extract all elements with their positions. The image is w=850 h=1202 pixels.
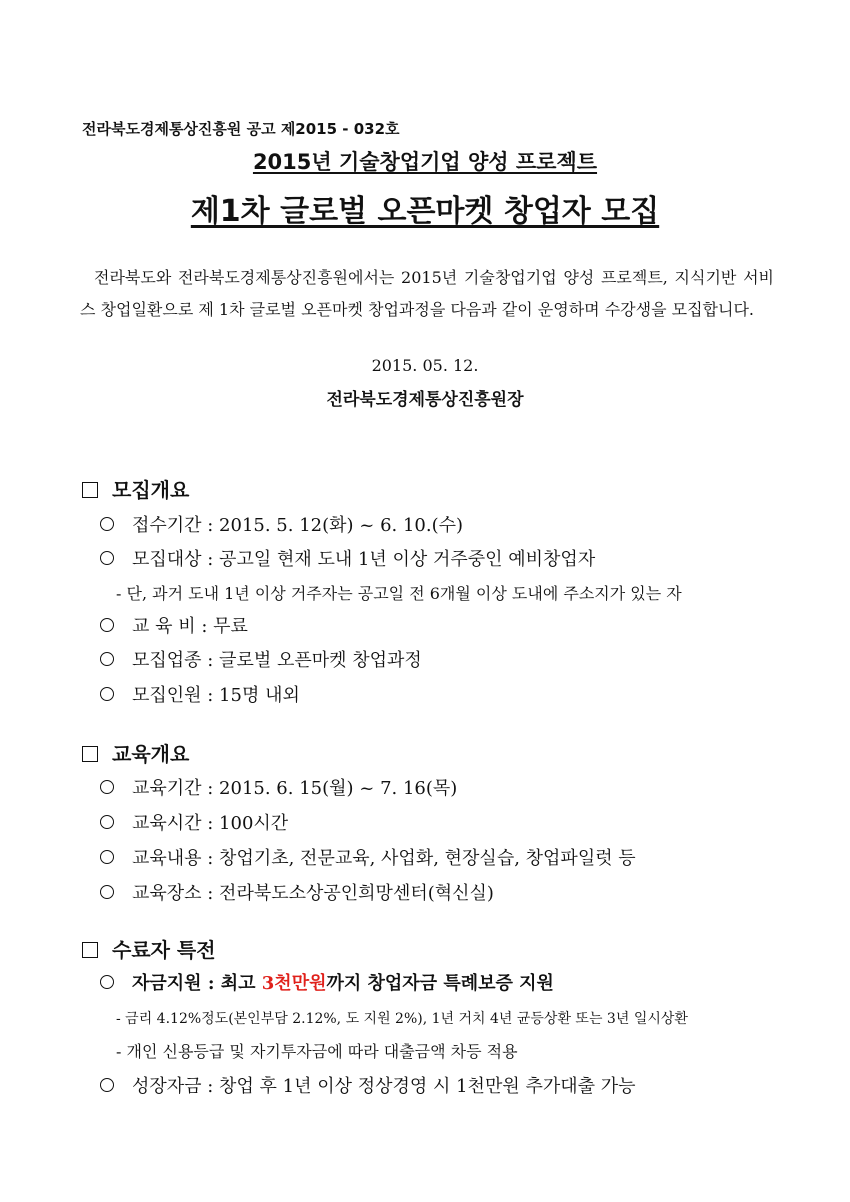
- notice-number: 전라북도경제통상진흥원 공고 제2015 - 032호: [82, 120, 400, 138]
- section-heading-label: 교육개요: [112, 742, 190, 766]
- section-heading-label: 수료자 특전: [112, 938, 216, 962]
- list-item: 교 육 비 : 무료: [100, 612, 248, 638]
- circle-bullet-icon: [100, 652, 114, 666]
- checkbox-square-icon: [82, 746, 98, 762]
- circle-bullet-icon: [100, 618, 114, 632]
- list-item: 접수기간 : 2015. 5. 12(화) ~ 6. 10.(수): [100, 511, 463, 537]
- highlight-amount: 3천만원: [261, 973, 327, 994]
- section-heading-education: [82, 738, 189, 767]
- circle-bullet-icon: [100, 780, 114, 794]
- list-item: 모집대상 : 공고일 현재 도내 1년 이상 거주중인 예비창업자: [100, 545, 595, 571]
- list-subitem: - 금리 4.12%정도(본인부담 2.12%, 도 지원 2%), 1년 거치 4년 균등상환 또는 3년 일시상환: [116, 1011, 688, 1027]
- list-item: 교육기간 : 2015. 6. 15(월) ~ 7. 16(목): [100, 774, 457, 800]
- circle-bullet-icon: [100, 551, 114, 565]
- circle-bullet-icon: [100, 687, 114, 701]
- list-item: 교육내용 : 창업기초, 전문교육, 사업화, 현장실습, 창업파일럿 등: [100, 844, 636, 870]
- section-heading-benefits: [82, 934, 216, 963]
- issuer-name: 전라북도경제통상진흥원장: [326, 390, 524, 410]
- list-subitem: - 단, 과거 도내 1년 이상 거주자는 공고일 전 6개월 이상 도내에 주소지가 있는 자: [116, 584, 682, 603]
- intro-paragraph: [80, 262, 774, 326]
- list-item: 자금지원 : 최고 3천만원까지 창업자금 특례보증 지원: [100, 969, 554, 995]
- section-heading-label: 모집개요: [112, 478, 190, 502]
- circle-bullet-icon: [100, 975, 114, 989]
- notice-date: 2015. 05. 12.: [371, 356, 479, 375]
- circle-bullet-icon: [100, 517, 114, 531]
- document-title: 제1차 글로벌 오픈마켓 창업자 모집: [190, 194, 660, 229]
- list-item: 모집업종 : 글로벌 오픈마켓 창업과정: [100, 646, 422, 672]
- list-item: 교육장소 : 전라북도소상공인희망센터(혁신실): [100, 879, 494, 905]
- list-subitem: - 개인 신용등급 및 자기투자금에 따라 대출금액 차등 적용: [116, 1042, 518, 1061]
- checkbox-square-icon: [82, 482, 98, 498]
- circle-bullet-icon: [100, 850, 114, 864]
- checkbox-square-icon: [82, 942, 98, 958]
- list-item: 교육시간 : 100시간: [100, 809, 288, 835]
- section-heading-recruitment: [82, 474, 189, 503]
- circle-bullet-icon: [100, 815, 114, 829]
- list-item: 모집인원 : 15명 내외: [100, 681, 300, 707]
- circle-bullet-icon: [100, 1078, 114, 1092]
- circle-bullet-icon: [100, 885, 114, 899]
- intro-text: 전라북도와 전라북도경제통상진흥원에서는 2015년 기술창업기업 양성 프로젝트, 지식기반 서비스 창업일환으로 제 1차 글로벌 오픈마켓 창업과정을 다음과 같이 운영하며 수강생을 모집합니다.: [80, 268, 774, 319]
- list-item: 성장자금 : 창업 후 1년 이상 정상경영 시 1천만원 추가대출 가능: [100, 1072, 636, 1098]
- document-subtitle: 2015년 기술창업기업 양성 프로젝트: [252, 150, 598, 174]
